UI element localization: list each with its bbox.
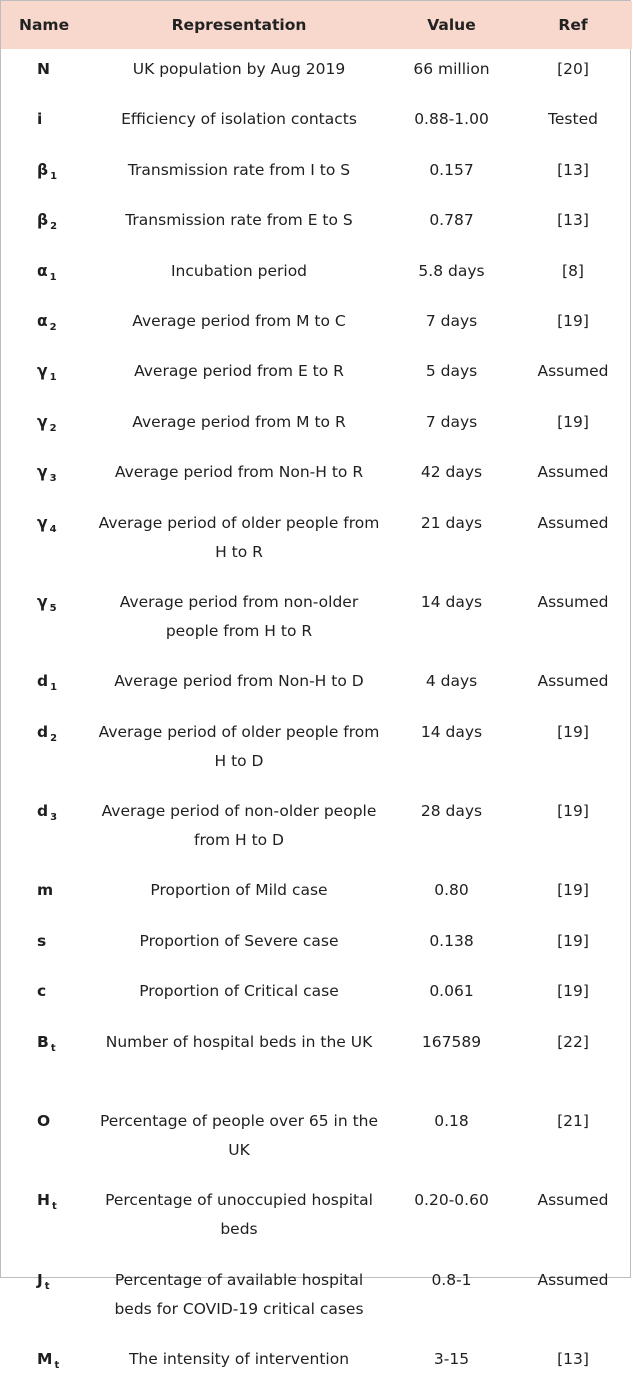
value-cell: 7 days (425, 311, 478, 330)
parameter-subscript: 3 (50, 812, 58, 824)
ref-cell: Assumed (537, 463, 609, 482)
parameter-name-cell (1, 301, 89, 351)
parameter-symbol: β (37, 211, 49, 230)
parameter-symbol: m (37, 881, 54, 900)
ref-cell: [13] (557, 160, 589, 179)
table-row (1, 301, 632, 351)
column-header-value: Value (427, 16, 476, 34)
parameter-subscript: 1 (50, 170, 58, 182)
representation-cell: Average period from M to R (132, 412, 346, 431)
parameter-subscript: 2 (49, 321, 57, 333)
column-header-name: Name (19, 16, 70, 34)
value-cell: 0.18 (434, 1112, 469, 1131)
parameter-name-cell (1, 503, 89, 582)
parameter-name-cell (1, 791, 89, 870)
value-cell: 0.80 (434, 881, 469, 900)
parameter-symbol: γ (37, 513, 48, 532)
parameter-name-cell (1, 921, 89, 971)
parameter-symbol: γ (37, 412, 48, 431)
representation-cell: Number of hospital beds in the UK (105, 1032, 373, 1051)
column-header-ref: Ref (558, 16, 588, 34)
parameter-name-cell (1, 712, 89, 791)
value-cell: 4 days (425, 672, 478, 691)
value-cell: 167589 (421, 1032, 482, 1051)
value-cell: 5.8 days (418, 261, 485, 280)
parameter-name-cell (1, 49, 89, 99)
parameter-subscript: 4 (49, 523, 57, 535)
ref-cell: [8] (562, 261, 584, 280)
ref-cell: Assumed (537, 362, 609, 381)
table-row (1, 971, 632, 1021)
value-cell: 3-15 (433, 1350, 470, 1369)
parameter-symbol: α (37, 311, 48, 330)
table-row (1, 503, 632, 582)
ref-cell: [19] (557, 412, 589, 431)
parameter-name-cell (1, 402, 89, 452)
parameter-symbol: s (37, 931, 47, 950)
value-cell: 42 days (420, 463, 483, 482)
table-row (1, 1339, 632, 1389)
representation-cell: Average period from Non-H to D (114, 672, 364, 691)
parameter-name-cell (1, 870, 89, 920)
representation-cell: Transmission rate from I to S (127, 160, 351, 179)
parameter-subscript: 1 (50, 682, 58, 694)
representation-cell: UK population by Aug 2019 (132, 60, 346, 78)
parameter-subscript: t (54, 1360, 60, 1372)
representation-cell: Proportion of Critical case (139, 982, 339, 1001)
parameter-name-cell (1, 1339, 89, 1389)
value-cell: 0.157 (429, 160, 474, 179)
representation-cell: Average period from non-older people from H to R (119, 592, 359, 640)
table-body (1, 49, 632, 1390)
ref-cell: [22] (557, 1032, 589, 1051)
ref-cell: Assumed (537, 1270, 609, 1289)
ref-cell: [19] (557, 931, 589, 950)
representation-cell: Percentage of unoccupied hospital beds (105, 1191, 373, 1239)
value-cell: 21 days (420, 513, 483, 532)
parameter-symbol: γ (37, 463, 48, 482)
parameter-symbol: O (37, 1112, 51, 1131)
table-row (1, 921, 632, 971)
parameter-subscript: 2 (49, 422, 57, 434)
table-row (1, 351, 632, 401)
table-header (1, 1, 632, 49)
parameter-name-cell (1, 351, 89, 401)
parameter-symbol: γ (37, 592, 48, 611)
table-row (1, 150, 632, 200)
parameter-symbol: B (37, 1032, 49, 1051)
representation-cell: Percentage of available hospital beds for COVID-19 critical cases (114, 1270, 364, 1318)
table-row (1, 661, 632, 711)
parameter-name-cell (1, 200, 89, 250)
representation-cell: Proportion of Mild case (150, 881, 328, 900)
parameter-subscript: t (44, 1280, 50, 1292)
column-header-representation: Representation (171, 16, 307, 34)
table-row (1, 1180, 632, 1259)
ref-cell: [13] (557, 1350, 589, 1369)
value-cell: 14 days (420, 722, 483, 741)
ref-cell: [13] (557, 211, 589, 230)
ref-cell: [21] (557, 1112, 589, 1131)
representation-cell: Average period of older people from H to R (98, 513, 380, 561)
parameter-symbol: β (37, 160, 49, 179)
parameter-name-cell (1, 150, 89, 200)
table-row (1, 402, 632, 452)
parameter-symbol: N (37, 60, 50, 78)
ref-cell: [19] (557, 311, 589, 330)
representation-cell: Transmission rate from E to S (125, 211, 353, 230)
parameter-name-cell (1, 1180, 89, 1259)
table-row (1, 452, 632, 502)
parameter-name-cell (1, 1022, 89, 1101)
table-row (1, 200, 632, 250)
parameter-symbol: c (37, 982, 47, 1001)
parameter-name-cell (1, 661, 89, 711)
value-cell: 28 days (420, 802, 483, 821)
ref-cell: [20] (557, 60, 589, 78)
header-row (1, 1, 632, 49)
parameter-symbol: J (37, 1270, 43, 1289)
parameter-subscript: 1 (49, 271, 57, 283)
parameter-subscript: t (50, 1042, 56, 1054)
parameter-symbol: H (37, 1191, 50, 1210)
parameter-name-cell (1, 251, 89, 301)
table-row (1, 582, 632, 661)
table-row (1, 1101, 632, 1180)
parameter-symbol: M (37, 1350, 53, 1369)
representation-cell: Efficiency of isolation contacts (121, 110, 357, 129)
representation-cell: Average period from M to C (132, 311, 346, 330)
representation-cell: Average period from Non-H to R (114, 463, 364, 482)
parameter-subscript: t (51, 1201, 57, 1213)
parameter-table (1, 1, 632, 1390)
value-cell: 7 days (425, 412, 478, 431)
parameter-subscript: 3 (49, 473, 57, 485)
ref-cell: [19] (557, 881, 589, 900)
parameter-symbol: α (37, 261, 48, 280)
value-cell: 0.8-1 (431, 1270, 472, 1289)
parameter-symbol: d (37, 722, 49, 741)
ref-cell: Tested (548, 110, 598, 129)
value-cell: 0.787 (429, 211, 474, 230)
parameter-name-cell (1, 1260, 89, 1339)
value-cell: 0.20-0.60 (414, 1191, 489, 1210)
parameter-name-cell (1, 971, 89, 1021)
ref-cell: Assumed (537, 672, 609, 691)
table-row (1, 99, 632, 149)
representation-cell: Proportion of Severe case (139, 931, 339, 950)
ref-cell: [19] (557, 722, 589, 741)
table-row (1, 791, 632, 870)
parameter-subscript: 2 (50, 732, 58, 744)
parameter-name-cell (1, 452, 89, 502)
value-cell: 0.138 (429, 931, 474, 950)
ref-cell: [19] (557, 802, 589, 821)
table-row (1, 1022, 632, 1101)
parameter-symbol: d (37, 672, 49, 691)
parameter-name-cell (1, 582, 89, 661)
ref-cell: [19] (557, 982, 589, 1001)
value-cell: 5 days (425, 362, 478, 381)
ref-cell: Assumed (537, 1191, 609, 1210)
parameter-subscript: 2 (50, 221, 58, 233)
table-row (1, 1260, 632, 1339)
parameter-symbol: d (37, 802, 49, 821)
value-cell: 14 days (420, 592, 483, 611)
parameter-symbol: γ (37, 362, 48, 381)
value-cell: 0.061 (429, 982, 474, 1001)
value-cell: 0.88-1.00 (414, 110, 489, 129)
table-row (1, 870, 632, 920)
ref-cell: Assumed (537, 592, 609, 611)
representation-cell: Average period of non-older people from H to D (101, 802, 377, 850)
table-row (1, 251, 632, 301)
parameter-subscript: 5 (49, 602, 57, 614)
parameter-symbol: i (37, 110, 43, 129)
representation-cell: Average period of older people from H to D (98, 722, 380, 770)
table-row (1, 712, 632, 791)
representation-cell: Incubation period (170, 261, 308, 280)
representation-cell: Average period from E to R (134, 362, 344, 381)
ref-cell: Assumed (537, 513, 609, 532)
representation-cell: The intensity of intervention (128, 1350, 350, 1369)
representation-cell: Percentage of people over 65 in the UK (99, 1112, 379, 1160)
parameter-subscript: 1 (49, 372, 57, 384)
parameter-name-cell (1, 1101, 89, 1180)
value-cell: 66 million (413, 60, 490, 78)
parameter-name-cell (1, 99, 89, 149)
table-row (1, 49, 632, 99)
